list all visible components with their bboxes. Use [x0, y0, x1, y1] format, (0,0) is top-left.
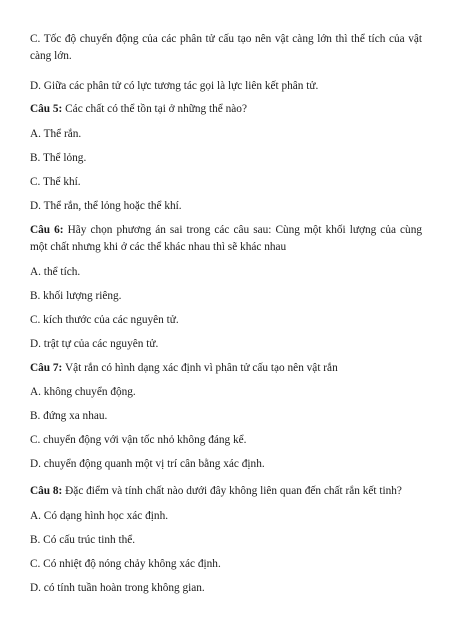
question-7-label: Câu 7:	[30, 362, 63, 374]
question-7	[30, 361, 338, 375]
question-8	[30, 484, 402, 498]
question-6-option-a: A. thể tích.	[30, 266, 81, 278]
question-7-option-d: D. chuyển động quanh một vị trí cân bằng xác định.	[30, 458, 265, 470]
question-6-option-d: D. trật tự của các nguyên tử.	[30, 338, 159, 350]
question-6-text: Hãy chọn phương án sai trong các câu sau: Cùng một khối lượng của cùng một chất nhưng khi ở các thể khác nhau thì sẽ khác nhau	[30, 224, 422, 253]
question-5	[30, 102, 247, 116]
question-7-option-c: C. chuyển động với vận tốc nhỏ không đáng kể.	[30, 434, 247, 446]
question-5-option-b: B. Thể lỏng.	[30, 152, 87, 164]
question-8-option-c: C. Có nhiệt độ nóng chảy không xác định.	[30, 558, 221, 570]
question-6	[30, 222, 422, 256]
question-8-option-a: A. Có dạng hình học xác định.	[30, 510, 169, 522]
question-7-option-b: B. đứng xa nhau.	[30, 410, 108, 422]
question-8-text: Đặc điểm và tính chất nào dưới đây không liên quan đến chất rắn kết tinh?	[62, 485, 402, 497]
question-7-text: Vật rắn có hình dạng xác định vì phân tử cấu tạo nên vật rắn	[62, 362, 338, 374]
prev-option-c: C. Tốc độ chuyển động của các phân tử cấu tạo nên vật càng lớn thì thể tích của vật càng lớn.	[30, 33, 422, 62]
question-8-option-b: B. Có cấu trúc tinh thể.	[30, 534, 136, 546]
question-8-option-d: D. có tính tuần hoàn trong không gian.	[30, 582, 205, 594]
question-5-text: Các chất có thể tồn tại ở những thể nào?	[62, 103, 247, 115]
prev-option-d: D. Giữa các phân tử có lực tương tác gọi là lực liên kết phân tử.	[30, 80, 319, 92]
question-6-label: Câu 6:	[30, 224, 64, 236]
question-7-option-a: A. không chuyển động.	[30, 386, 136, 398]
question-5-option-d: D. Thể rắn, thể lỏng hoặc thể khí.	[30, 200, 182, 212]
question-6-option-c: C. kích thước của các nguyên tử.	[30, 314, 179, 326]
question-5-label: Câu 5:	[30, 103, 63, 115]
question-5-option-c: C. Thể khí.	[30, 176, 81, 188]
question-6-option-b: B. khối lượng riêng.	[30, 290, 122, 302]
question-8-label: Câu 8:	[30, 485, 63, 497]
question-5-option-a: A. Thể rắn.	[30, 128, 82, 140]
